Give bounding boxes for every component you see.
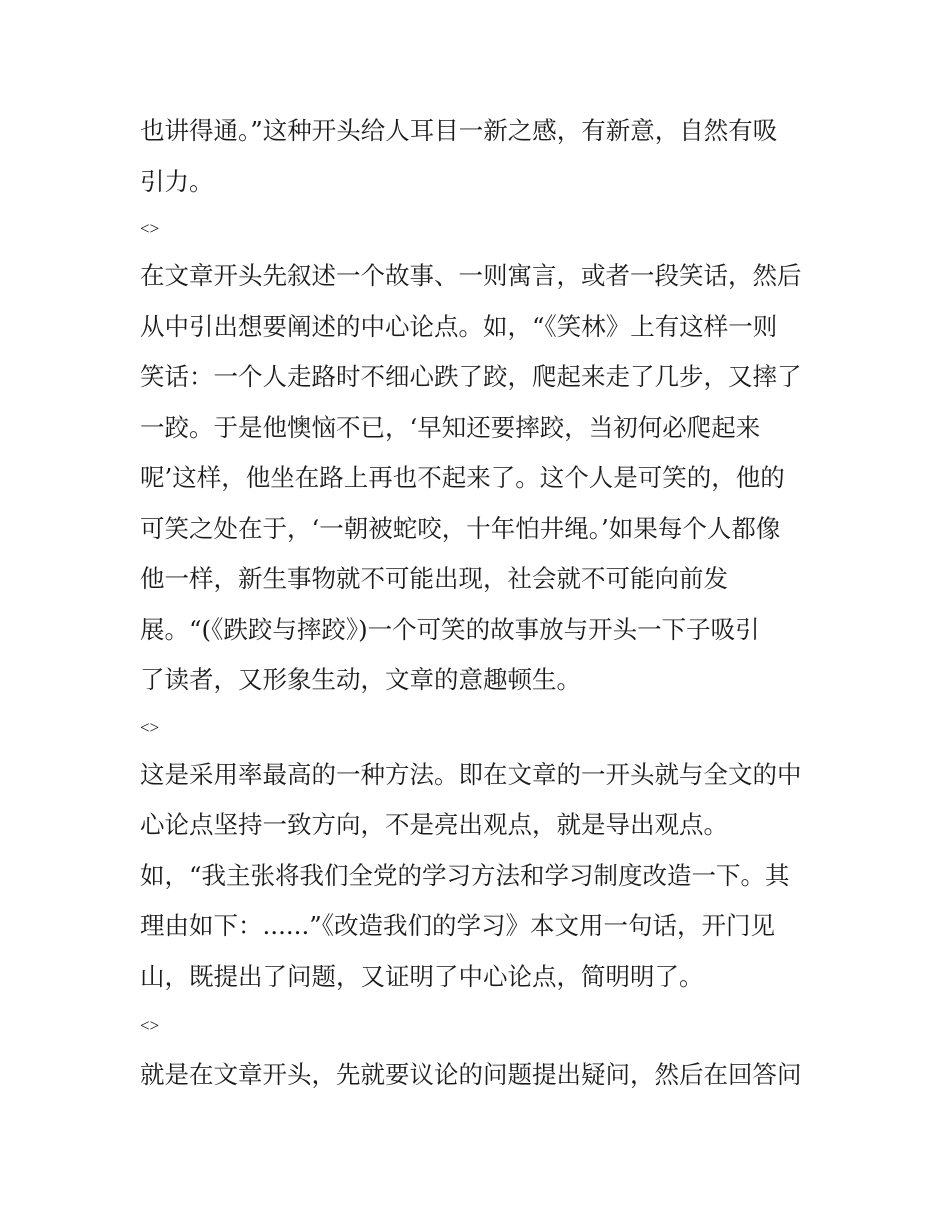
body-text	[140, 106, 820, 1101]
section-separator: <>	[140, 1016, 160, 1035]
text-line: 笑话：一个人走路时不细心跌了跤，爬起来走了几步，又摔了	[140, 362, 802, 391]
text-line: 山，既提出了问题，又证明了中心论点，简明明了。	[140, 961, 704, 991]
text-line: 一跤。于是他懊恼不已，‘早知还要摔跤，当初何必爬起来	[140, 412, 761, 442]
text-line: 在文章开头先叙述一个故事、一则寓言，或者一段笑话，然后	[140, 261, 802, 290]
text-line: 理由如下：......”《改造我们的学习》本文用一句话，开门见	[140, 911, 775, 940]
text-line: 这是采用率最高的一种方法。即在文章的一开头就与全文的中	[140, 759, 802, 789]
text-line: 从中引出想要阐述的中心论点。如，“《笑林》上有这样一则	[140, 311, 778, 341]
text-line: 心论点坚持一致方向，不是亮出观点，就是导出观点。	[140, 810, 728, 839]
text-line: 如，“我主张将我们全党的学习方法和学习制度改造一下。其	[140, 860, 790, 890]
text-line: 了读者，又形象生动，文章的意趣顿生。	[140, 665, 581, 694]
text-line: 可笑之处在于，‘一朝被蛇咬，十年怕井绳。’如果每个人都像	[140, 513, 781, 543]
text-line: 引力。	[140, 166, 214, 196]
text-line: 他一样，新生事物就不可能出现，社会就不可能向前发	[140, 564, 728, 593]
text-line: 也讲得通。”这种开头给人耳目一新之感，有新意，自然有吸	[140, 116, 778, 145]
section-separator: <>	[140, 219, 160, 238]
text-line: 展。“(《跌跤与摔跤》)一个可笑的故事放与开头一下子吸引	[140, 614, 760, 644]
section-separator: <>	[140, 717, 160, 737]
text-line: 呢’这样，他坐在路上再也不起来了。这个人是可笑的，他的	[140, 463, 785, 492]
text-line: 就是在文章开头，先就要议论的问题提出疑问，然后在回答问	[140, 1060, 802, 1089]
